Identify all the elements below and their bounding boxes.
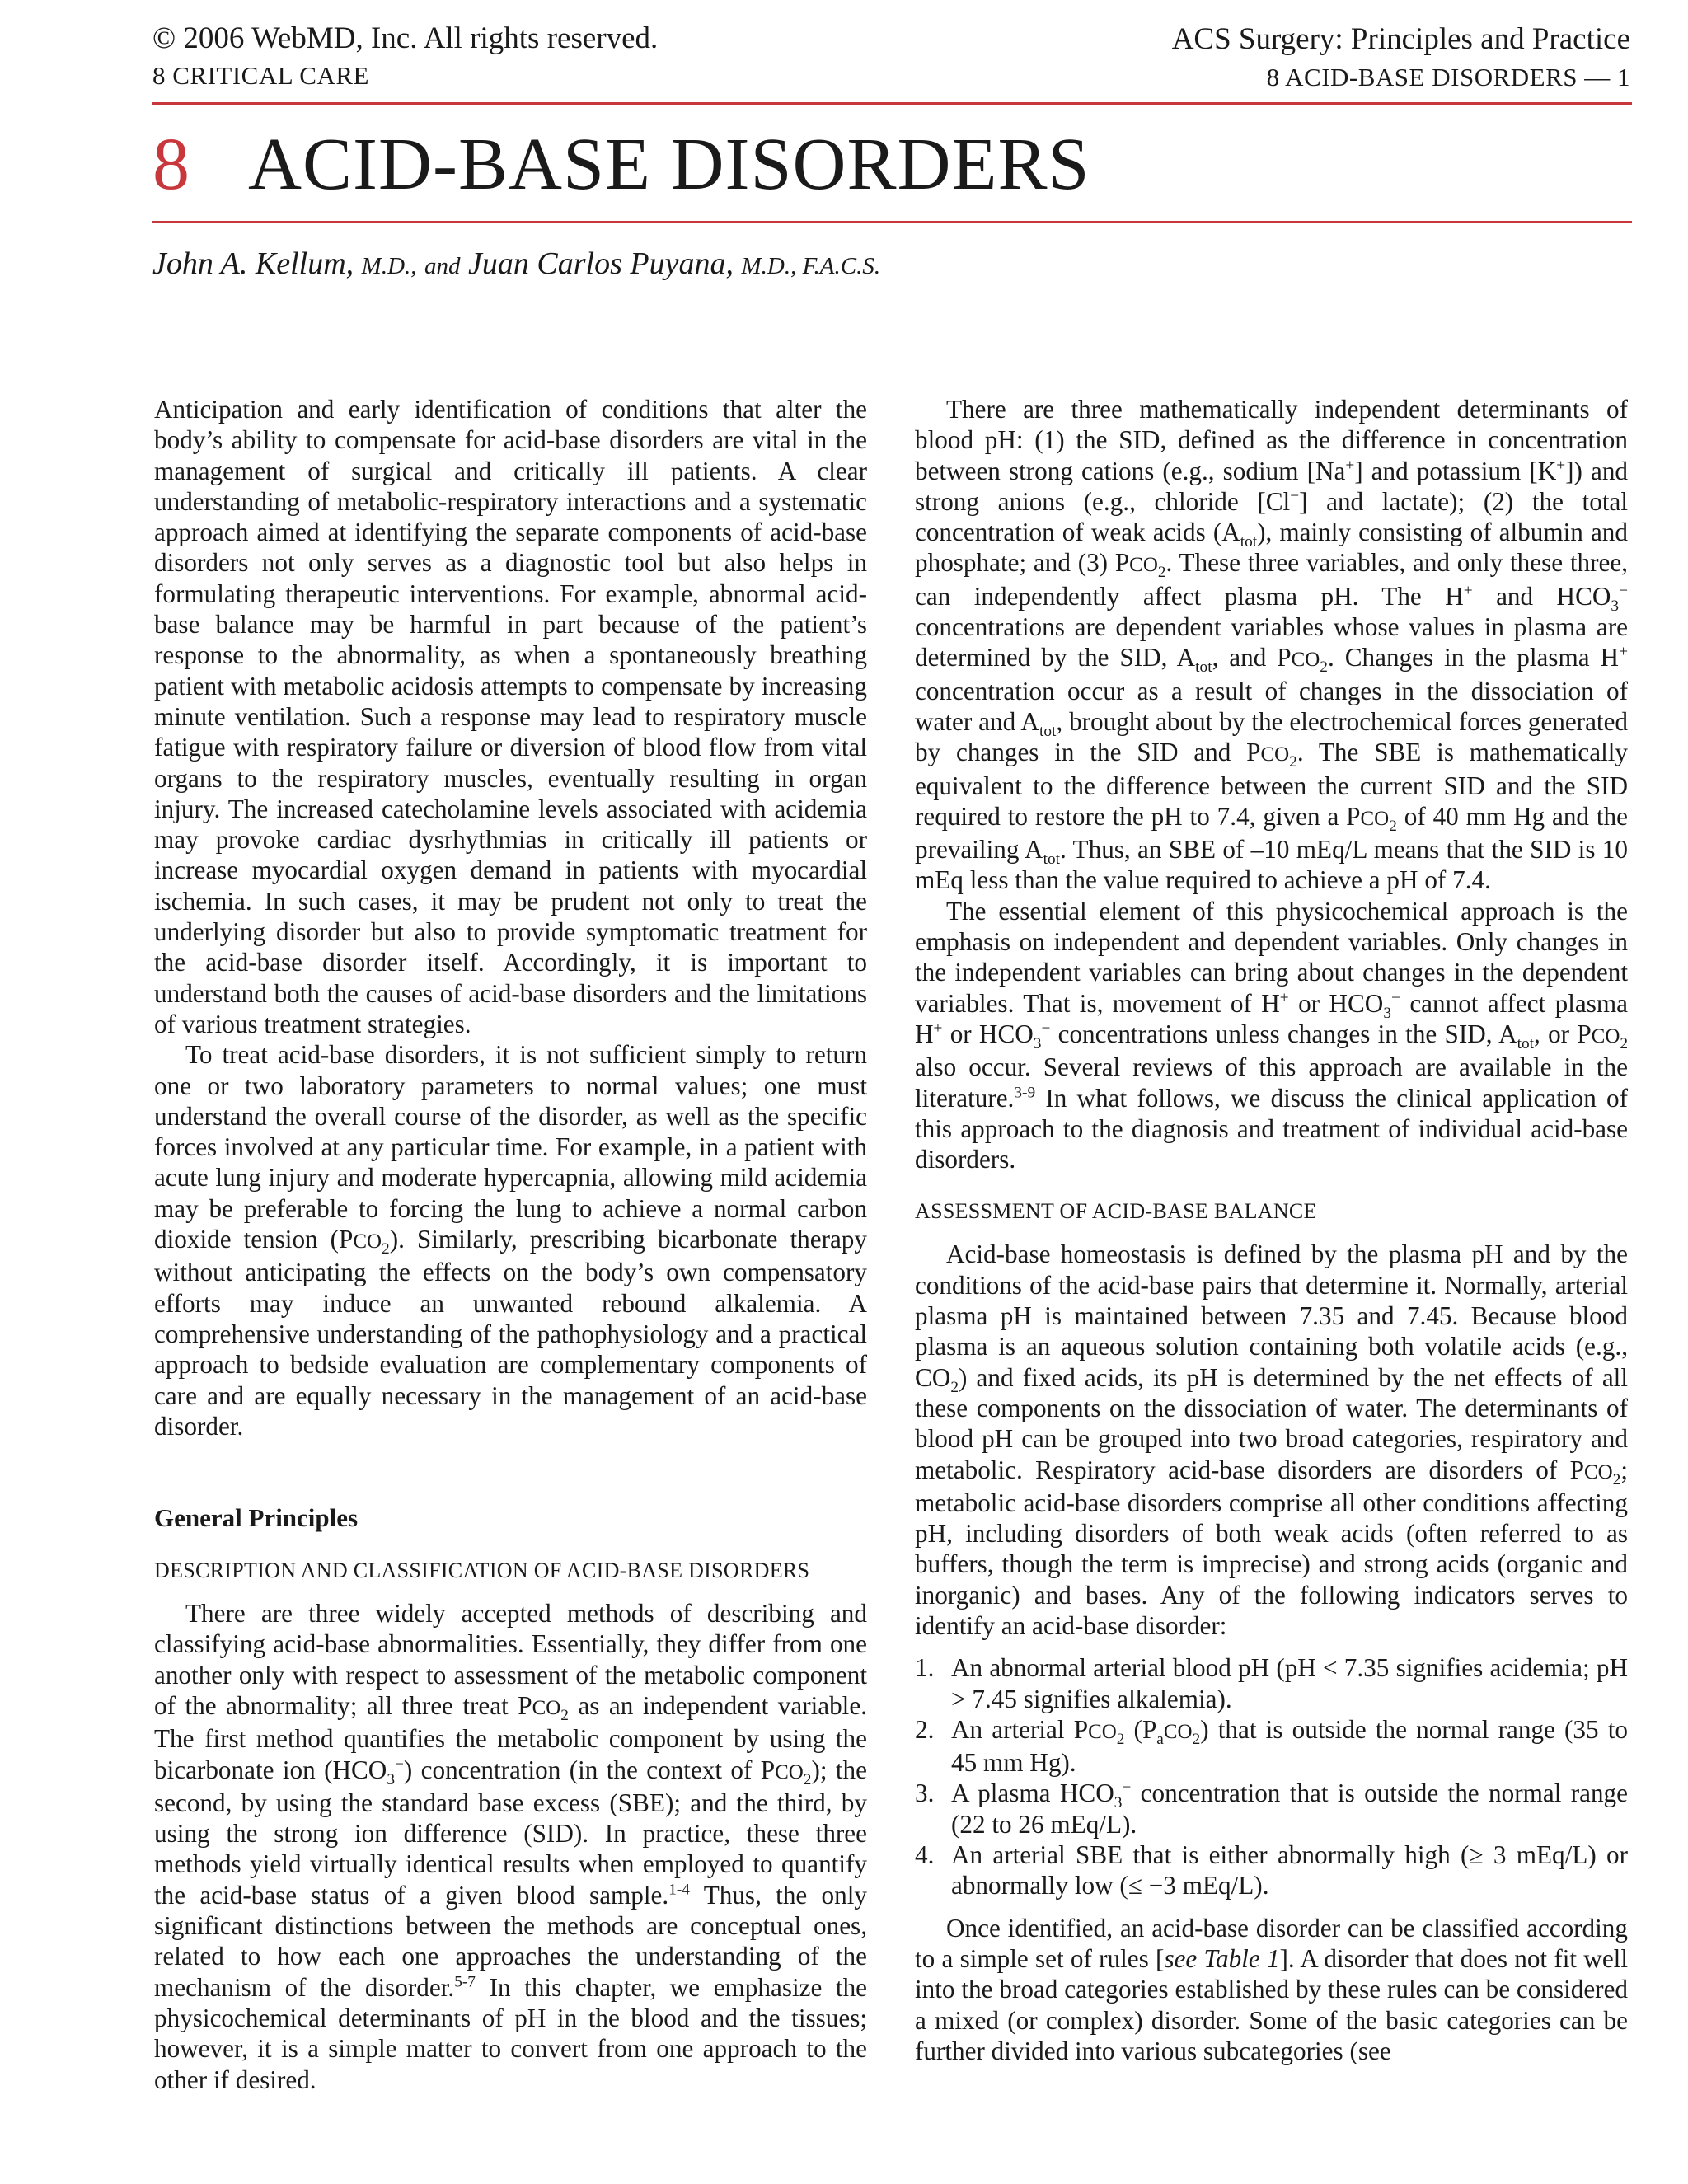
author-1: John A. Kellum,: [152, 246, 354, 281]
header-rule: [152, 102, 1632, 105]
list-item: 3. A plasma $HCO_3^-$ concentration that is outside the normal range (22 to 26 mEq/L).: [915, 1779, 1628, 1839]
header-right: [1172, 20, 1630, 96]
citation-1-4: 1-4: [668, 1881, 690, 1899]
running-header: [152, 20, 1630, 102]
author-2: Juan Carlos Puyana,: [468, 246, 734, 281]
header-left: [152, 20, 658, 94]
author-2-degree: M.D., F.A.C.S.: [741, 253, 881, 279]
section-label: 8 CRITICAL CARE: [152, 61, 369, 90]
determinants-paragraph: There are three mathematically independent determinants of blood pH: (1) the SID, defined as the difference in concentration between strong cations (e.g., sodium [Na+] and potassium [K+]) and strong anions (e.g., chloride [Cl−] and lactate); (2) the total concentration of weak acids $(A_{tot})$, mainly consisting of albumin and phosphate; and (3) $PCO_2$. These three variables, and only these three, can independently affect plasma pH. The H+ and $HCO_3^-$ concentrations are dependent variables whose values in plasma are determined by the SID, $A_{tot}$, and $PCO_2$. Changes in the plasma H+ concentration occur as a result of changes in the dissociation of water and $A_{tot}$, brought about by the electrochemical forces generated by changes in the SID and $PCO_2$. The SBE is mathematically equivalent to the difference between the current SID and the SID required to restore the pH to 7.4, given a $PCO_2$ of 40 mm Hg and the prevailing $A_{tot}$. Thus, an SBE of –10 mEq/L means that the SID is 10 mEq less than the value required to achieve a pH of 7.4.: [915, 395, 1629, 895]
left-column: [154, 394, 867, 2095]
chapter-title: [152, 115, 1090, 214]
classification-paragraph: There are three widely accepted methods of describing and classifying acid-base abnormalities. Essentially, they differ from one another only with respect to assessment of the metabolic component of the abnormality; all three treat $PCO_2$ as an independent variable. The first method quantifies the metabolic component by using the bicarbonate ion $(HCO_3^-)$ concentration (in the context of $PCO_2$); the second, by using the standard base excess (SBE); and the third, by using the strong ion difference (SID). In practice, these three methods yield virtually identical results when employed to quantify the acid-base status of a given blood sample.$^{1-4}$ Thus, the only significant distinctions between the methods are conceptual ones, related to how each one approaches the understanding of the mechanism of the disorder.$^{5-7}$ In this chapter, we emphasize the physicochemical determinants of pH in the blood and the tissues; however, it is a simple matter to convert from one approach to the other if desired.: [154, 1599, 868, 2094]
intro-paragraph-2: To treat acid-base disorders, it is not sufficient simply to return one or two laboratory parameters to normal values; one must understand the overall course of the disorder, as well as the specific forces involved at any particular time. For example, in a patient with acute lung injury and moderate hypercapnia, allowing mild acidemia may be preferable to forcing the lung to achieve a normal carbon dioxide tension $(PCO_2)$. Similarly, prescribing bicarbonate therapy without anticipating the effects on the body’s own compensatory efforts may induce an unwanted rebound alkalemia. A comprehensive understanding of the pathophysiology and a practical approach to bedside evaluation are complementary components of care and are equally necessary in the management of an acid-base disorder.: [154, 1040, 867, 1441]
page-reference: 8 ACID-BASE DISORDERS — 1: [1266, 63, 1630, 91]
assessment-paragraph: Acid-base homeostasis is defined by the plasma pH and by the conditions of the acid-base pairs that determine it. Normally, arterial plasma pH is maintained between 7.35 and 7.45. Because blood plasma is an aqueous solution containing both volatile acids (e.g., $CO_2$) and fixed acids, its pH is determined by the net effects of all these components on the dissociation of water. The determinants of blood pH can be grouped into two broad categories, respiratory and metabolic. Respiratory acid-base disorders are disorders of $PCO_2$; metabolic acid-base disorders comprise all other conditions affecting pH, including disorders of both weak acids (often referred to as buffers, though the term is imprecise) and strong acids (organic and inorganic) and bases. Any of the following indicators serves to identify an acid-base disorder:: [915, 1240, 1628, 1640]
author-line: [152, 243, 880, 287]
citation-3-9: 3-9: [1014, 1084, 1036, 1102]
author-and: and: [424, 253, 461, 279]
title-rule: [152, 221, 1632, 223]
indicator-list: [915, 1652, 1628, 1900]
chapter-title-text: ACID-BASE DISORDERS: [248, 124, 1090, 205]
heading-assessment: ASSESSMENT OF ACID-BASE BALANCE: [915, 1199, 1317, 1224]
classification-rules-paragraph: Once identified, an acid-base disorder can be classified according to a simple set of rules [see Table 1]. A disorder that does not fit well into the broad categories established by these rules can be considered a mixed (or complex) disorder. Some of the basic categories can be further divided into various subcategories (see: [915, 1913, 1628, 2065]
heading-general-principles: General Principles: [154, 1503, 359, 1533]
table-1-reference[interactable]: see Table 1: [1164, 1943, 1280, 1973]
list-item: 2. An arterial $PCO_2$ $(P_aCO_2)$ that is outside the normal range (35 to 45 mm Hg).: [915, 1714, 1629, 1778]
book-title: ACS Surgery: Principles and Practice: [1171, 22, 1630, 56]
chapter-number: 8: [152, 124, 190, 205]
list-item: 4. An arterial SBE that is either abnormally high (≥ 3 mEq/L) or abnormally low (≤ −3 mEq/L).: [915, 1840, 1628, 1900]
citation-5-7: 5-7: [454, 1973, 476, 1991]
intro-paragraph-1: Anticipation and early identification of conditions that alter the body’s ability to compensate for acid-base disorders are vital in the management of surgical and critically ill patients. A clear understanding of metabolic-respiratory interactions and a systematic approach aimed at identifying the separate components of acid-base disorders not only serves as a diagnostic tool but also helps in formulating therapeutic interventions. For example, abnormal acid-base balance may be harmful in part because of the patient’s response to the abnormality, as when a spontaneously breathing patient with metabolic acidosis attempts to compensate by increasing minute ventilation. Such a response may lead to respiratory muscle fatigue with respiratory failure or diversion of blood flow from vital organs to the respiratory muscles, eventually resulting in organ injury. The increased catecholamine levels associated with acidemia may provoke cardiac dysrhythmias in critically ill patients or increase myocardial oxygen demand in patients with myocardial ischemia. In such cases, it may be prudent not only to treat the underlying disorder but also to provide symptomatic treatment for the acid-base disorder itself. Accordingly, it is important to understand both the causes of acid-base disorders and the limitations of various treatment strategies.: [154, 395, 867, 1038]
author-1-degree: M.D.,: [361, 253, 417, 279]
heading-description-classification: DESCRIPTION AND CLASSIFICATION OF ACID-BASE DISORDERS: [154, 1558, 810, 1583]
right-column: [915, 394, 1628, 2066]
list-item: 1. An abnormal arterial blood pH (pH < 7.35 signifies acidemia; pH > 7.45 signifies alkalemia).: [915, 1653, 1628, 1713]
copyright-notice: © 2006 WebMD, Inc. All rights reserved.: [152, 21, 659, 55]
physicochemical-paragraph: The essential element of this physicochemical approach is the emphasis on independent and dependent variables. Only changes in the independent variables can bring about changes in the dependent variables. That is, movement of H+ or $HCO_3^-$ cannot affect plasma H+ or $HCO_3^-$ concentrations unless changes in the SID, $A_{tot}$, or $PCO_2$ also occur. Several reviews of this approach are available in the literature.$^{3-9}$ In what follows, we discuss the clinical application of this approach to the diagnosis and treatment of individual acid-base disorders.: [915, 896, 1629, 1174]
